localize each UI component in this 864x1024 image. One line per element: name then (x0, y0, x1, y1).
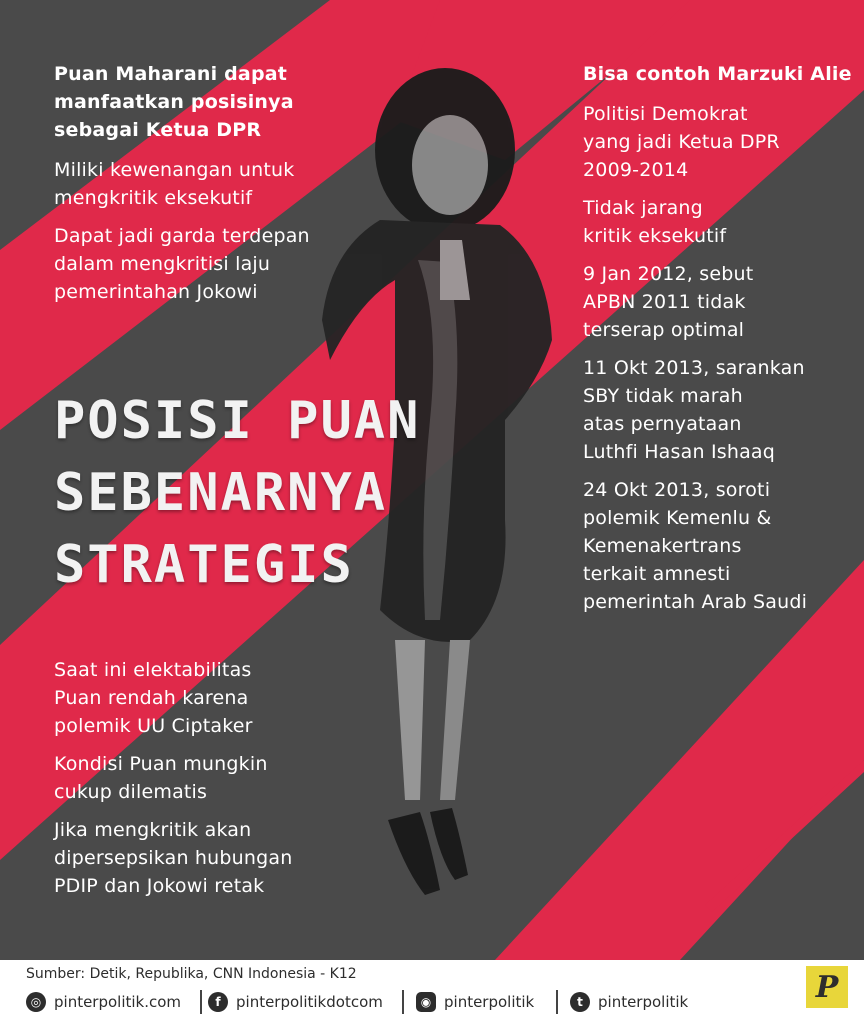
divider (402, 990, 404, 1014)
pinterpolitik-logo: P (806, 966, 848, 1008)
left-bottom-section (54, 656, 344, 900)
title-line-1: POSISI PUAN (54, 391, 421, 451)
left-point-electability: Saat ini elektabilitas Puan rendah karena polemik UU Ciptaker (54, 659, 253, 737)
twitter-icon: t (570, 992, 590, 1012)
globe-icon: ◎ (26, 992, 46, 1012)
instagram-link[interactable] (416, 988, 534, 1016)
page-title (54, 385, 420, 601)
red-stripe-lower-right (495, 560, 864, 960)
right-point-apbn: 9 Jan 2012, sebut APBN 2011 tidak terserap optimal (583, 263, 754, 341)
instagram-icon: ◉ (416, 992, 436, 1012)
right-point-amnesty: 24 Okt 2013, soroti polemik Kemenlu & Kemenakertrans terkait amnesti pemerintah Arab Saudi (583, 479, 808, 613)
right-point-sby: 11 Okt 2013, sarankan SBY tidak marah atas pernyataan Luthfi Hasan Ishaaq (583, 357, 805, 463)
facebook-link[interactable] (208, 988, 383, 1016)
twitter-link[interactable] (570, 988, 688, 1016)
facebook-label: pinterpolitikdotcom (236, 993, 383, 1011)
left-point-criticism: Jika mengkritik akan dipersepsikan hubungan PDIP dan Jokowi retak (54, 819, 293, 897)
left-point-authority: Miliki kewenangan untuk mengkritik eksekutif (54, 159, 295, 209)
right-point-critic: Tidak jarang kritik eksekutif (583, 197, 727, 247)
twitter-label: pinterpolitik (598, 993, 689, 1011)
footer (0, 960, 864, 1024)
instagram-label: pinterpolitik (444, 993, 535, 1011)
left-heading: Puan Maharani dapat manfaatkan posisinya sebagai Ketua DPR (54, 63, 294, 141)
divider (200, 990, 202, 1014)
left-top-section (54, 60, 344, 306)
left-point-frontline: Dapat jadi garda terdepan dalam mengkritisi laju pemerintahan Jokowi (54, 225, 310, 303)
right-section (583, 60, 858, 616)
divider (556, 990, 558, 1014)
left-point-dilemma: Kondisi Puan mungkin cukup dilematis (54, 753, 268, 803)
title-line-2: SEBENARNYA (54, 463, 388, 523)
website-label: pinterpolitik.com (54, 993, 182, 1011)
title-line-3: STRATEGIS (54, 535, 354, 595)
right-point-democrat: Politisi Demokrat yang jadi Ketua DPR 2009-2014 (583, 103, 780, 181)
facebook-icon: f (208, 992, 228, 1012)
right-heading: Bisa contoh Marzuki Alie (583, 63, 852, 85)
website-link[interactable] (26, 988, 181, 1016)
source-credit: Sumber: Detik, Republika, CNN Indonesia - K12 (26, 966, 357, 982)
